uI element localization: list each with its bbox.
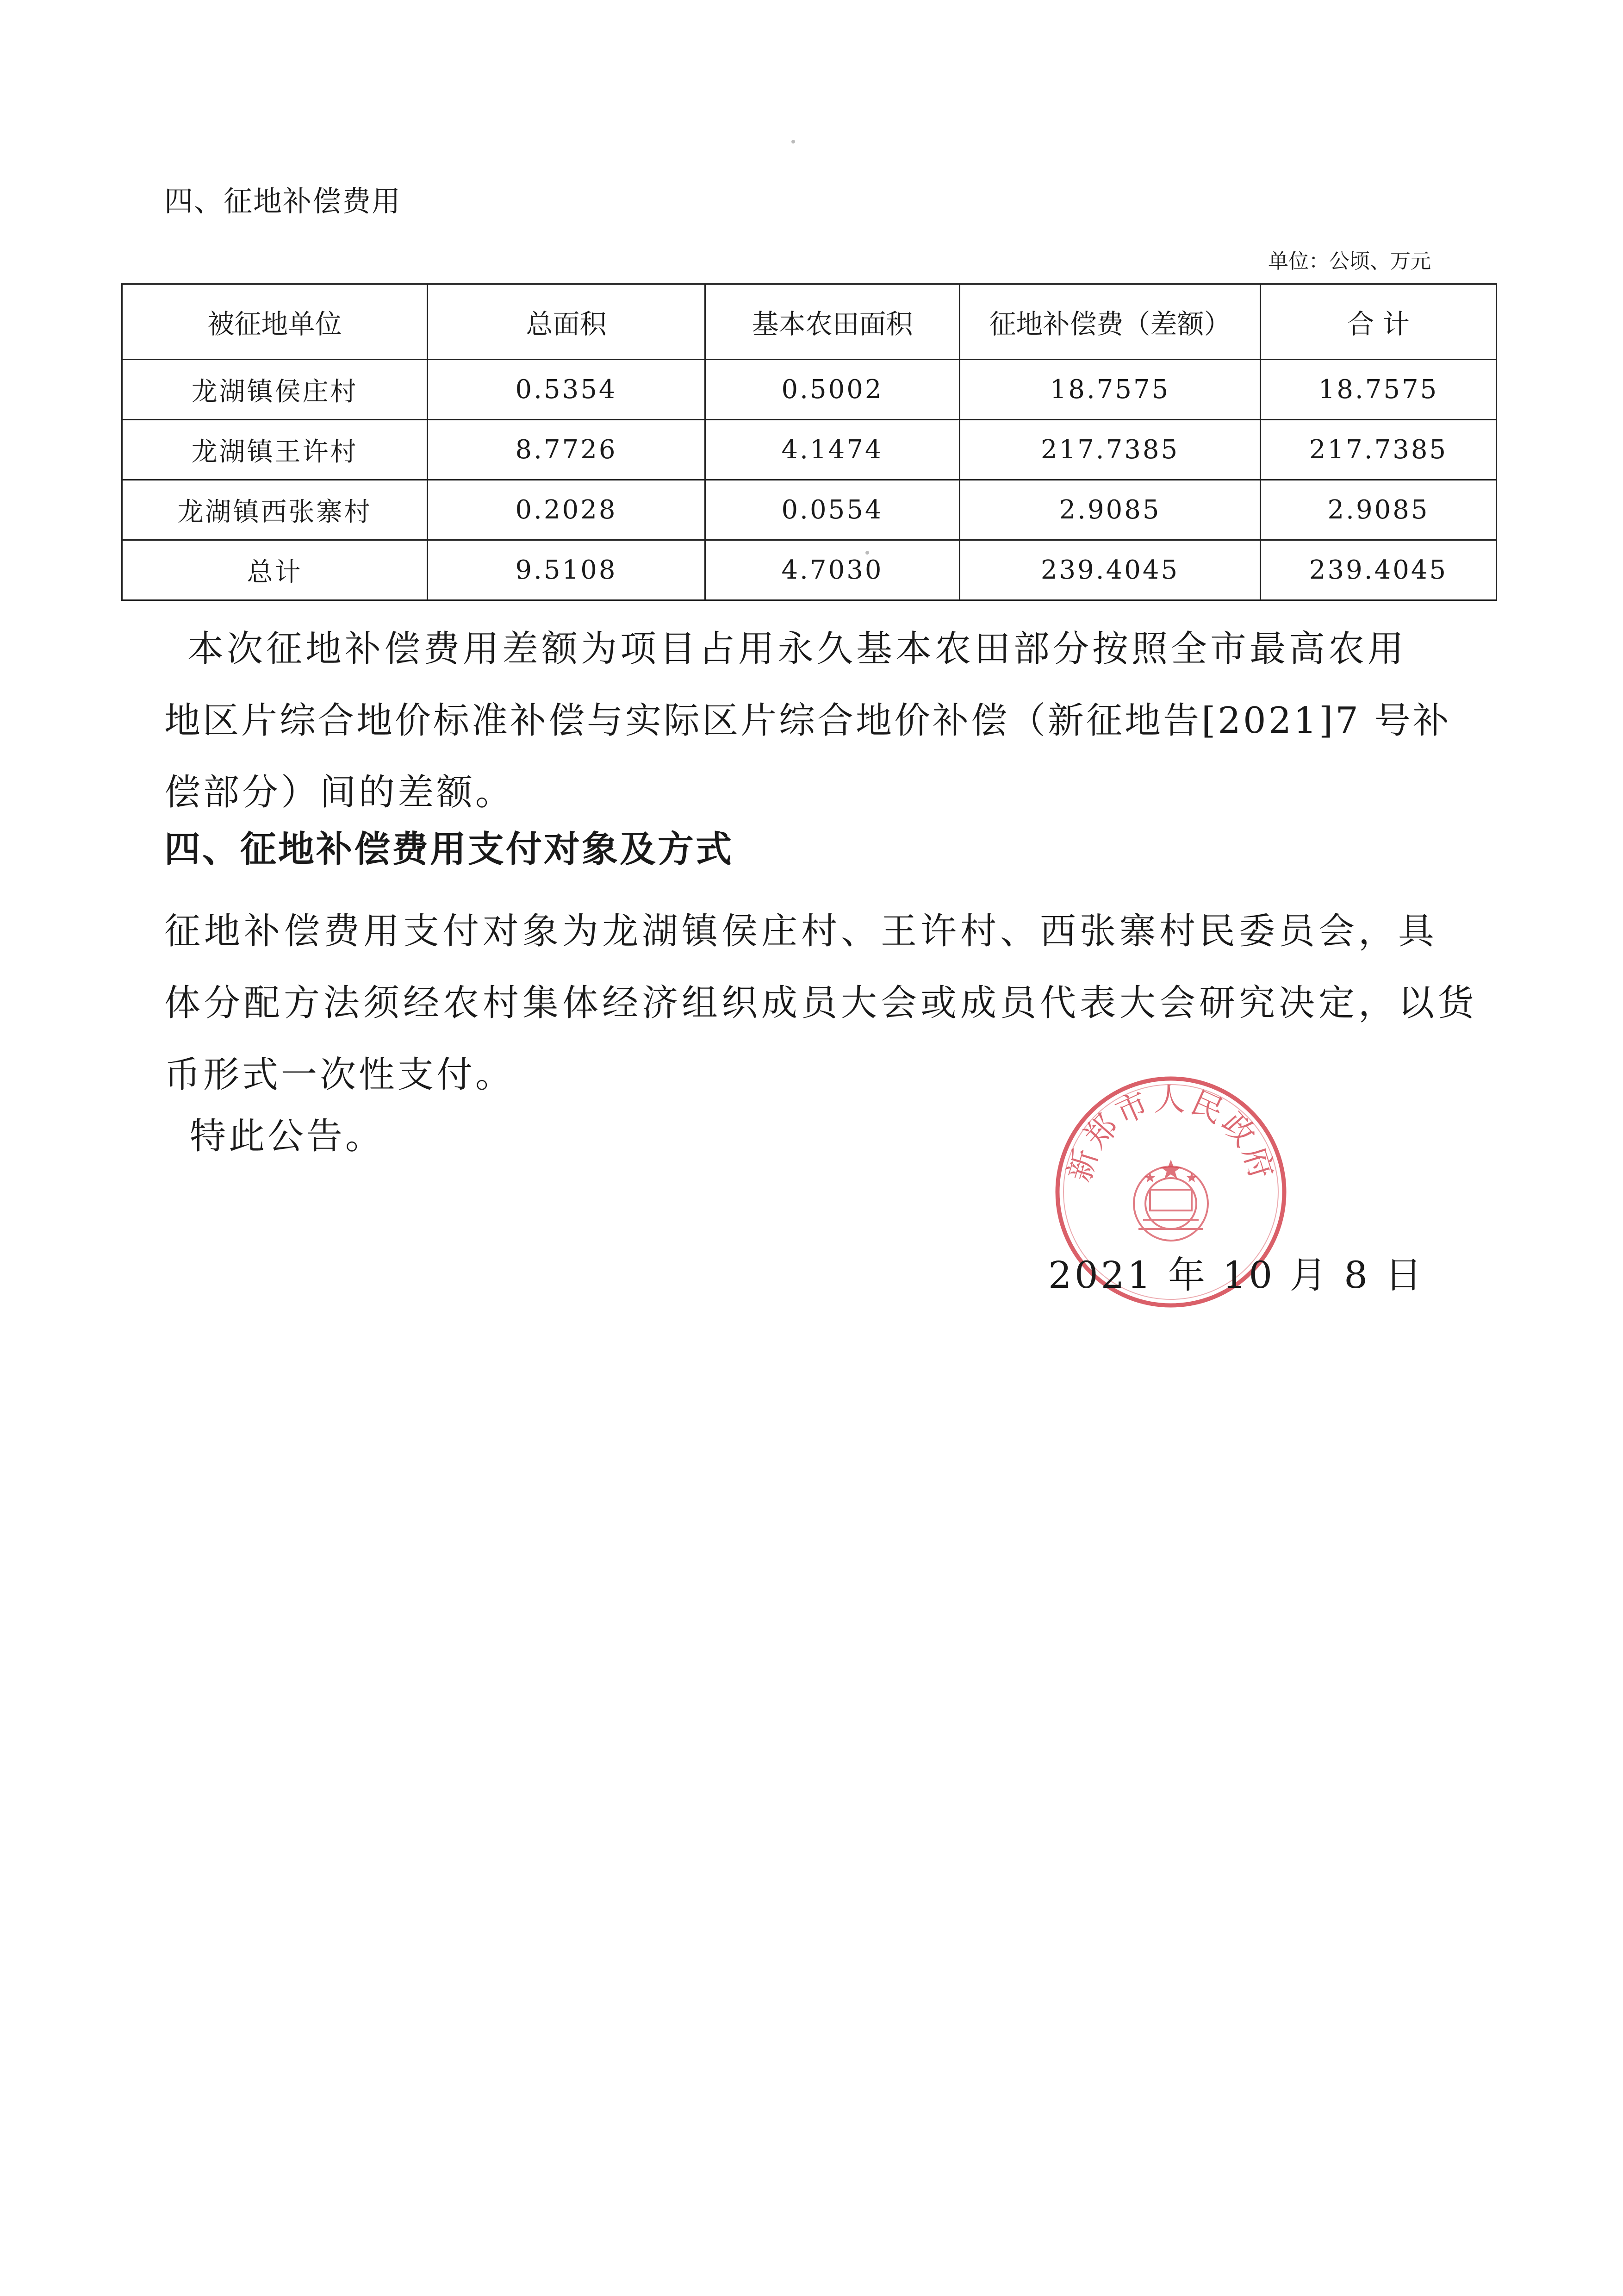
seal-text: 新郑市人民政府	[1061, 1081, 1281, 1186]
table-row	[122, 480, 1497, 540]
scan-speck	[865, 551, 869, 555]
document-date: 2021 年 10 月 8 日	[1048, 1254, 1425, 1297]
cell-sum: 217.7385	[1261, 420, 1497, 480]
unit-label: 单位：公顷、万元	[1268, 250, 1431, 273]
cell-total-area: 0.2028	[428, 480, 705, 540]
table-header-row	[122, 284, 1497, 360]
compensation-table	[121, 283, 1497, 601]
scan-speck	[791, 140, 795, 144]
paragraph-line: 偿部分）间的差额。	[164, 772, 515, 813]
cell-unit: 龙湖镇王许村	[122, 420, 428, 480]
cell-compensation: 239.4045	[960, 540, 1261, 600]
table-row	[122, 360, 1497, 420]
paragraph-line: 本次征地补偿费用差额为项目占用永久基本农田部分按照全市最高农用	[187, 628, 1407, 670]
table-total-row	[122, 540, 1497, 600]
cell-farmland-area: 4.7030	[705, 540, 960, 600]
closing-remark: 特此公告。	[190, 1116, 385, 1157]
cell-total-area: 8.7726	[428, 420, 705, 480]
cell-unit: 龙湖镇西张寨村	[122, 480, 428, 540]
cell-compensation: 18.7575	[960, 360, 1261, 420]
cell-sum: 239.4045	[1261, 540, 1497, 600]
cell-farmland-area: 4.1474	[705, 420, 960, 480]
cell-farmland-area: 0.5002	[705, 360, 960, 420]
cell-total-area: 9.5108	[428, 540, 705, 600]
section-heading-payment: 四、征地补偿费用支付对象及方式	[164, 829, 734, 870]
paragraph-line: 征地补偿费用支付对象为龙湖镇侯庄村、王许村、西张寨村民委员会，具	[164, 911, 1438, 952]
paragraph-line: 地区片综合地价标准补偿与实际区片综合地价补偿（新征地告[2021]7 号补	[164, 700, 1451, 742]
cell-total-area: 0.5354	[428, 360, 705, 420]
header-unit: 被征地单位	[122, 284, 428, 360]
section-title: 四、征地补偿费用	[164, 184, 402, 218]
header-total-area: 总面积	[428, 284, 705, 360]
header-sum: 合 计	[1261, 284, 1497, 360]
paragraph-line: 币形式一次性支付。	[164, 1054, 515, 1096]
cell-unit: 总计	[122, 540, 428, 600]
header-basic-farmland-area: 基本农田面积	[705, 284, 960, 360]
table-row	[122, 420, 1497, 480]
cell-compensation: 217.7385	[960, 420, 1261, 480]
paragraph-payment	[164, 896, 1516, 1111]
cell-unit: 龙湖镇侯庄村	[122, 360, 428, 420]
paragraph-line: 体分配方法须经农村集体经济组织成员大会或成员代表大会研究决定，以货	[164, 982, 1478, 1024]
cell-sum: 18.7575	[1261, 360, 1497, 420]
paragraph-compensation-difference	[164, 613, 1516, 829]
cell-sum: 2.9085	[1261, 480, 1497, 540]
cell-compensation: 2.9085	[960, 480, 1261, 540]
header-compensation-difference: 征地补偿费（差额）	[960, 284, 1261, 360]
cell-farmland-area: 0.0554	[705, 480, 960, 540]
